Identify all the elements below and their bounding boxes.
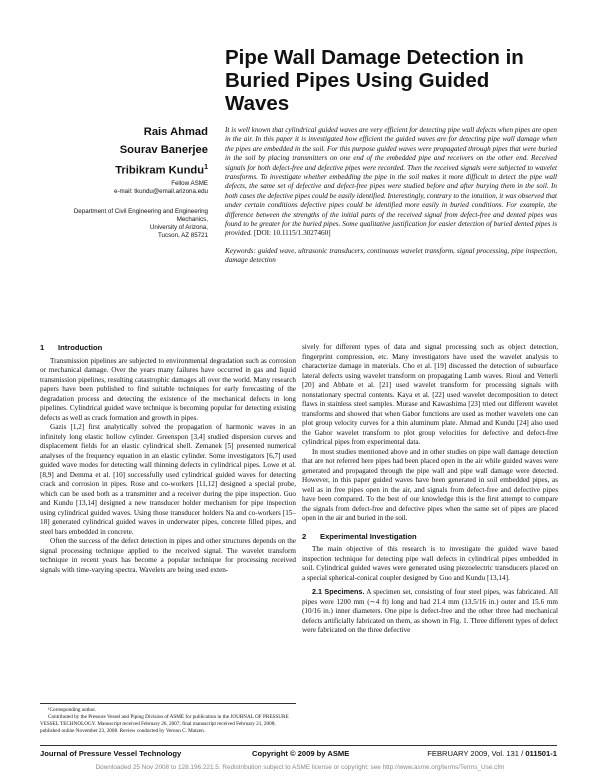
paragraph: Gazis [1,2] first analytically solved the propagation of harmonic waves in an infinitely long elastic hollow cylinder. Greenspon [3,4] studied dispersion curves and displacement fields for an elastic cylindrical shell. Zemanek [5] presented numerical analyses of the frequency equation in an elastic cylinder. Some investigators [6,7] used guided wave modes for detecting wall thinning defects in cylindrical pipes. Lowe et al. [8,9] and Demma et al. [10] successfully used cylindrical guided waves for detecting crack and corrosion in pipes. Rose and co-workers [11,12] designed a special probe, which can be used both as a transmitter and a receiver during the pipe inspection. Guo and Kundu [13,14] designed a new transducer holder mechanism for pipe inspection using cylindrical guided waves. Using those transducer holders Na and co-workers [15–18] generated cylindrical guided waves in underwater pipes, concrete filled pipes, and steel bars embedded in concrete. xyxy=(40,423,296,536)
author-block xyxy=(40,124,208,240)
left-column xyxy=(40,343,296,575)
footnote: Contributed by the Pressure Vessel and Piping Division of ASME for publication in the JOURNAL OF PRESSURE VESSEL TECHNOLOGY. Manuscript received February 26, 2007; final manuscript received February 21, 2008; published online November 23, 2008. Review conducted by Vernon C. Matzen. xyxy=(40,714,289,734)
section-number: 2 xyxy=(302,531,307,541)
issue-info xyxy=(427,749,557,758)
download-notice: Downloaded 25 Nov 2008 to 128.196.221.5. Redistribution subject to ASME license or copyright; see http://www.asme.org/terms/Terms_Use.cfm xyxy=(95,764,505,771)
affiliation-line: Tucson, AZ 85721 xyxy=(158,232,208,240)
author-name-text: Tribikram Kundu xyxy=(115,164,205,177)
keywords: Keywords: guided wave, ultrasonic transducers, continuous wavelet transform, signal processing, pipe inspection, damage detection xyxy=(225,246,557,265)
page-footer xyxy=(40,745,557,760)
paragraph: The main objective of this research is to investigate the guided wave based inspection technique for detecting pipe wall defects in cylindrical pipes embedded in soil. Cylindrical guided waves were generated using piezoelectric transducers placed on a special spherical-conical coupler designed by Guo and Kundu [13,14]. xyxy=(302,545,558,582)
paragraph: sively for different types of data and signal processing such as object detection, fingerprint compression, etc. Many investigators have used the wavelet analysis to characterize damage in materials. Cho et al. [19] discussed the detection of subsurface lateral defects using wavelet transform on propagating Lamb waves. Rioul and Vetterli [20] and Abbate et al. [21] used wavelet transform for processing signals with nonstationary spectral contents. Kaya et al. [22] used wavelet decomposition to detect flaws in stainless steel samples. Murase and Kawashima [23] tried out different wavelet transforms and showed that when Gabor functions are used as mother wavelets one can plot group velocity curves for a thin aluminum plate. Ahmad and Kundu [24] also used the Gabor wavelet transform to plot group velocities for defective and defect-free cylindrical pipes from experimental data. xyxy=(302,343,558,446)
author-name: Rais Ahmad xyxy=(143,126,208,138)
section-heading xyxy=(302,532,558,542)
paragraph: Transmission pipelines are subjected to environmental degradation such as corrosion or mechanical damage. Over the years many failures have occurred in gas and liquid transmission pipelines, resulting catastrophic damages all over the world. Many research papers have been published to find suitable techniques for early forecasting of the degradation process and detecting the existence of the mechanical defects in long pipelines. Cylindrical guided wave technique is becoming popular for detecting existing defects as well as crack formation and growth in pipes. xyxy=(40,356,296,422)
copyright: Copyright © 2009 by ASME xyxy=(252,749,350,758)
doi: [DOI: 10.1115/1.3027460] xyxy=(253,229,331,238)
affiliation-line: University of Arizona, xyxy=(149,224,208,232)
paragraph: Often the success of the defect detection in pipes and other structures depends on the signal processing technique applied to the received signal. The wavelet transform technique in recent years has become a popular technique for processing received signals with time-varying spectra. Wavelets are being used exten- xyxy=(40,537,296,574)
abstract-text: It is well known that cylindrical guided waves are very efficient for detecting pipe wall defects when pipes are open in the air. In this paper it is investigated how efficient the guided waves are for detecting pipe wall damage when the pipes are embedded in the soil. For this purpose guided waves were propagated through pipes that were buried in the soil by placing transmitters on one end of the embedded pipe and receivers on the other end. Received signals for both defect-free and defective pipes were recorded. Then the received signals were subjected to wavelet transforms. To investigate whether embedding the pipe in the soil makes it more difficult to detect the pipe wall defects, the same set of defective and defect-free pipes were studied before and after burying them in the soil. In both cases the defective pipes could be easily identified. Interestingly, contrary to the intuition, it was observed that under certain conditions defective pipes could be identified more easily in buried conditions. For example, the difference between the strengths of the initial parts of the received signal from defect-free and dented pipes was found to be greater for the buried pipes. Some qualitative justification for easier detection of buried dented pipes is provided. xyxy=(225,126,557,238)
paragraph xyxy=(302,587,558,636)
author-name xyxy=(40,159,208,180)
author-email: e-mail: tkundu@email.arizona.edu xyxy=(114,188,208,196)
author-membership: Fellow ASME xyxy=(171,180,208,188)
paragraph: In most studies mentioned above and in other studies on pipe wall damage detection that are not referred here pipes had been placed open in the air while guided waves were generated and propagated through the pipe wall and pipe wall damage were detected. However, in this paper guided waves have been generated in soil embedded pipes, as well as in free pipes open in the air, and signals from defect-free and defective pipes have been compared. To the best of our knowledge this is the first attempt to compare the signals from defect-free and defective pipes when the same set of pipes are placed open in the air and buried in the soil. xyxy=(302,447,558,522)
paper-title: Pipe Wall Damage Detection in Buried Pipes Using Guided Waves xyxy=(225,46,524,115)
journal-name: Journal of Pressure Vessel Technology xyxy=(40,749,182,758)
page-id: 011501-1 xyxy=(525,749,557,758)
subsection-heading: 2.1 Specimens. xyxy=(312,587,365,596)
footnote: ¹Corresponding author. xyxy=(48,707,96,713)
section-number: 1 xyxy=(40,343,45,352)
abstract xyxy=(225,126,557,266)
footnotes xyxy=(40,703,296,735)
affiliation xyxy=(40,208,208,240)
section-title: Experimental Investigation xyxy=(320,531,417,541)
affiliation-line: Department of Civil Engineering and Engineering xyxy=(73,208,208,216)
affiliation-line: Mechanics, xyxy=(176,216,208,224)
right-column xyxy=(302,343,558,636)
author-name: Sourav Banerjee xyxy=(119,143,208,156)
author-footnote-mark: 1 xyxy=(204,164,208,171)
issue-text: FEBRUARY 2009, Vol. 131 / xyxy=(427,749,526,758)
section-heading xyxy=(40,343,296,353)
section-title: Introduction xyxy=(58,343,103,352)
paragraph-text: A specimen set, consisting of four steel pipes, was fabricated. All pipes were 1200 mm (∼4 ft) long and had 21.4 mm (13.5/16 in.) outer and 15.6 mm (10/16 in.) inner diameters. One pipe is defect-free and the other three had mechanical defects artificially fabricated on them, as shown in Fig. 1. Three different types of defect were fabricated on the three defective xyxy=(302,588,559,634)
